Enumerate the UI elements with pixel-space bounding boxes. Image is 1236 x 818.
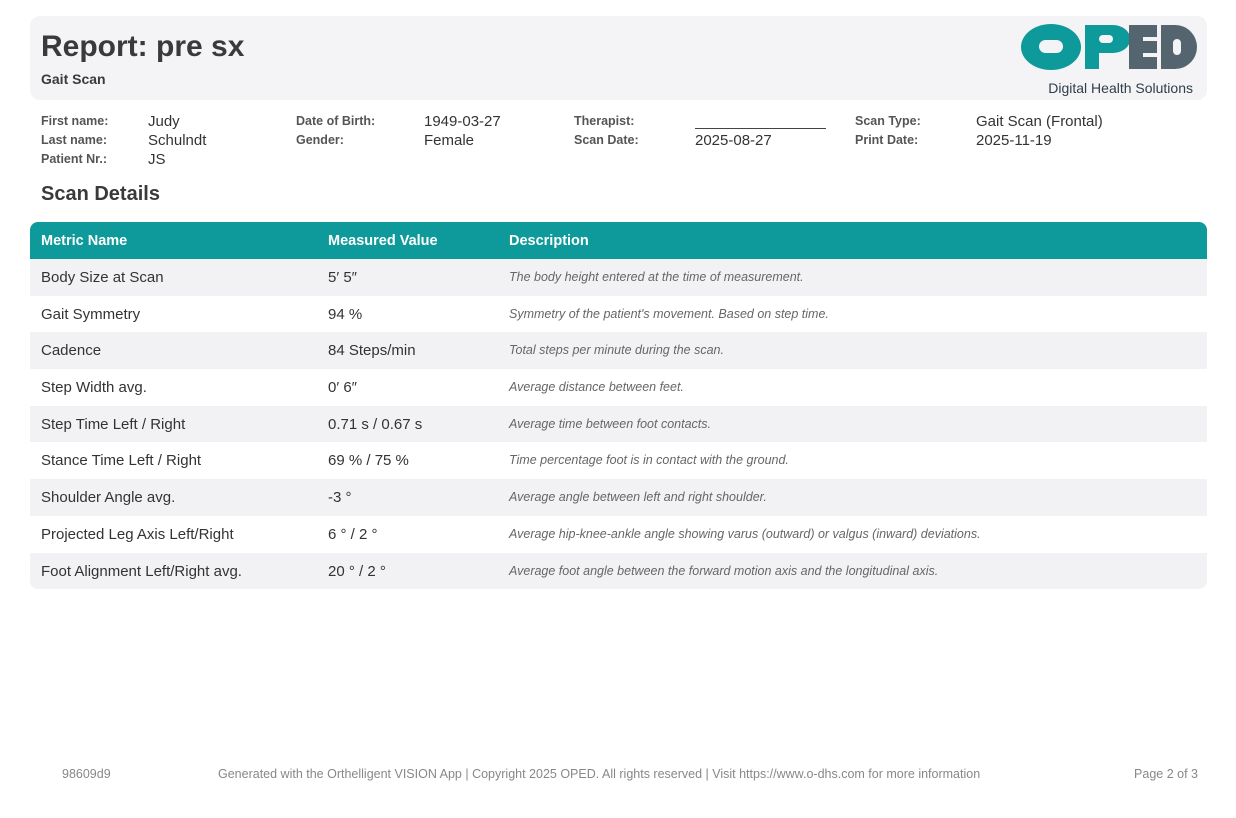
first-name-label: First name: — [41, 114, 109, 128]
scan-details-table — [30, 222, 1207, 589]
therapist-field — [695, 113, 826, 129]
metric-name: Step Time Left / Right — [41, 415, 186, 433]
measured-value: 6 ° / 2 ° — [328, 525, 378, 543]
logo-tagline: Digital Health Solutions — [1048, 80, 1193, 96]
metric-description: Average foot angle between the forward motion axis and the longitudinal axis. — [509, 563, 939, 578]
metric-name: Shoulder Angle avg. — [41, 489, 176, 507]
metric-description: Average hip-knee-ankle angle showing varus (outward) or valgus (inward) deviations. — [509, 526, 981, 541]
print-date-label: Print Date: — [855, 133, 919, 147]
metric-name: Gait Symmetry — [41, 305, 141, 323]
gender-value: Female — [424, 132, 475, 149]
column-header-description: Description — [509, 233, 589, 249]
gender-label: Gender: — [296, 133, 344, 147]
metric-description: The body height entered at the time of measurement. — [509, 270, 804, 284]
scan-date-label: Scan Date: — [574, 133, 639, 147]
dob-value: 1949-03-27 — [424, 113, 501, 130]
metric-description: Total steps per minute during the scan. — [509, 343, 724, 358]
scan-type-value: Gait Scan (Frontal) — [976, 113, 1103, 130]
table-row — [30, 406, 1207, 443]
print-date-value: 2025-11-19 — [976, 132, 1052, 149]
table-row — [30, 553, 1207, 590]
metric-name: Cadence — [41, 342, 102, 360]
table-body — [30, 259, 1207, 589]
section-title: Scan Details — [41, 183, 160, 205]
measured-value: 69 % / 75 % — [328, 452, 409, 470]
metric-description: Symmetry of the patient's movement. Based on step time. — [509, 306, 829, 321]
first-name-value: Judy — [148, 113, 180, 130]
column-header-metric: Metric Name — [41, 233, 128, 249]
report-subtitle: Gait Scan — [41, 71, 106, 87]
footer-page-number: Page 2 of 3 — [1134, 767, 1198, 781]
measured-value: 0′ 6″ — [328, 379, 357, 397]
metric-name: Foot Alignment Left/Right avg. — [41, 562, 242, 580]
table-row — [30, 296, 1207, 333]
oped-logo — [1015, 23, 1195, 95]
metric-name: Step Width avg. — [41, 379, 147, 397]
measured-value: 94 % — [328, 305, 363, 323]
measured-value: 20 ° / 2 ° — [328, 562, 386, 580]
table-header — [30, 222, 1207, 259]
table-row — [30, 259, 1207, 296]
scan-date-value: 2025-08-27 — [695, 132, 772, 149]
dob-label: Date of Birth: — [296, 114, 376, 128]
report-header — [30, 16, 1207, 100]
column-header-value: Measured Value — [328, 233, 438, 249]
metric-description: Average distance between feet. — [509, 380, 684, 395]
table-row — [30, 479, 1207, 516]
metric-description: Average time between foot contacts. — [509, 416, 711, 431]
last-name-label: Last name: — [41, 133, 107, 147]
measured-value: 84 Steps/min — [328, 342, 416, 360]
patient-nr-label: Patient Nr.: — [41, 152, 107, 166]
measured-value: 5′ 5″ — [328, 269, 357, 286]
table-row — [30, 332, 1207, 369]
scan-type-label: Scan Type: — [855, 114, 921, 128]
therapist-label: Therapist: — [574, 114, 635, 128]
patient-nr-value: JS — [148, 151, 166, 168]
metric-name: Body Size at Scan — [41, 269, 164, 286]
measured-value: 0.71 s / 0.67 s — [328, 415, 423, 433]
metric-description: Average angle between left and right shoulder. — [509, 490, 767, 505]
metric-description: Time percentage foot is in contact with the ground. — [509, 453, 789, 468]
table-row — [30, 516, 1207, 553]
metric-name: Stance Time Left / Right — [41, 452, 202, 470]
report-title: Report: pre sx — [41, 30, 245, 63]
table-row — [30, 442, 1207, 479]
measured-value: -3 ° — [328, 489, 352, 507]
metric-name: Projected Leg Axis Left/Right — [41, 525, 234, 543]
footer-document-id: 98609d9 — [62, 767, 111, 781]
table-row — [30, 369, 1207, 406]
last-name-value: Schulndt — [148, 132, 207, 149]
oped-logo-mark — [1021, 23, 1197, 73]
footer-copyright-text: Generated with the Orthelligent VISION App | Copyright 2025 OPED. All rights reserved | Visit https://www.o-dhs.com for more information — [218, 767, 981, 781]
